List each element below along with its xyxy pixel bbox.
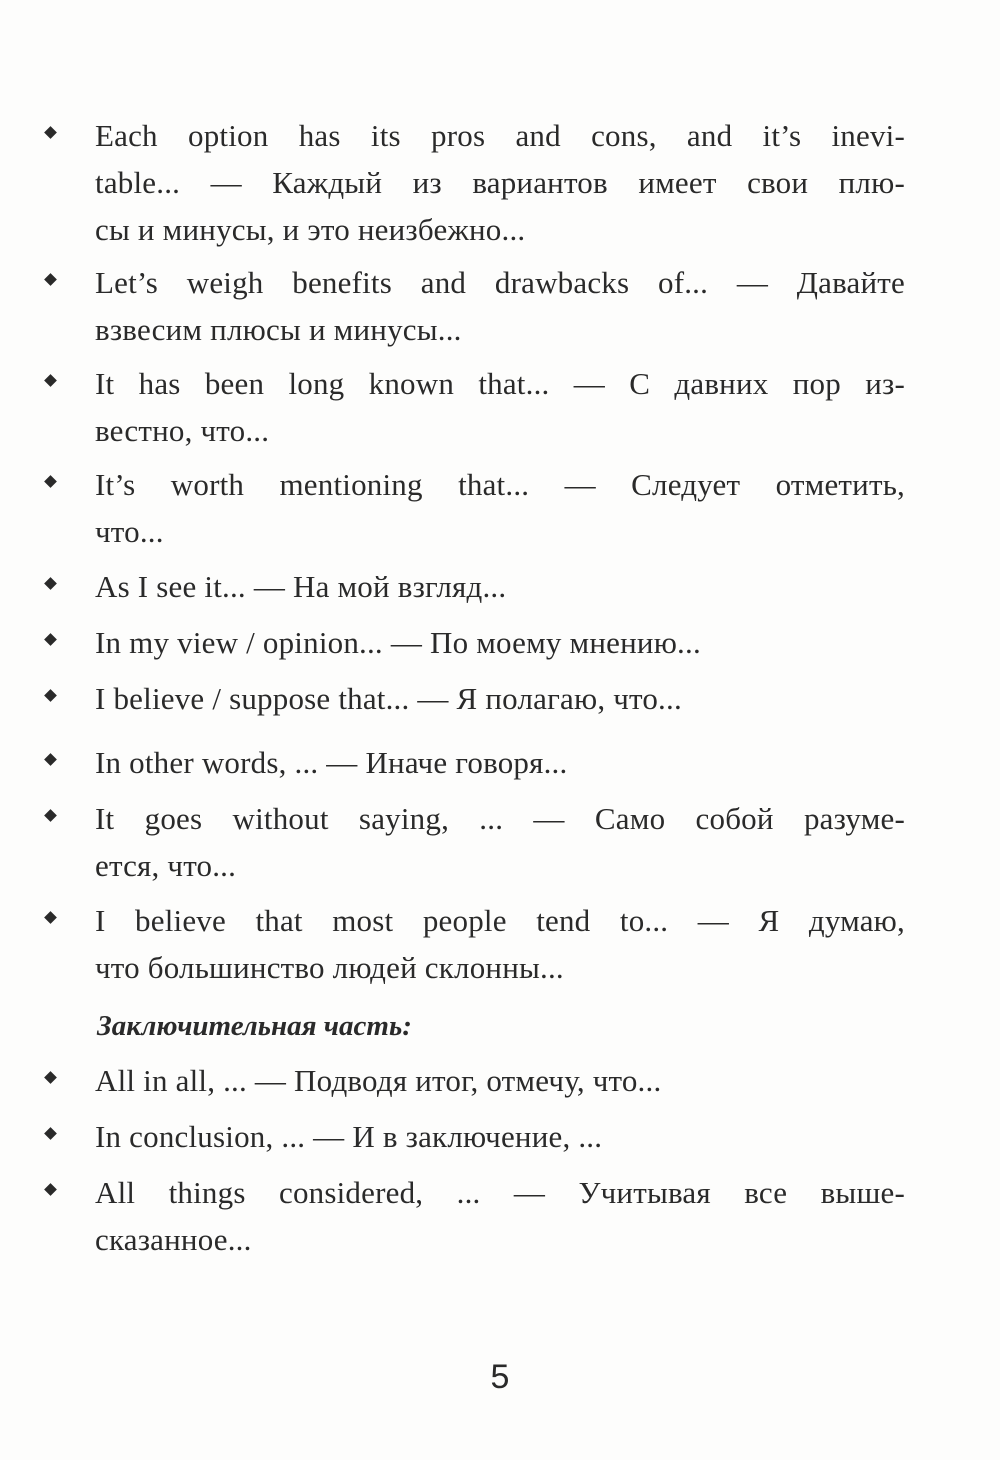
list-item — [95, 112, 905, 253]
diamond-bullet-icon — [44, 1127, 57, 1140]
list-item-line: I believe that most people tend to... — Я думаю, — [95, 903, 905, 938]
list-item — [95, 1113, 905, 1160]
list-item-line: что большинство людей склонны... — [95, 950, 564, 985]
diamond-bullet-icon — [44, 374, 57, 387]
diamond-bullet-icon — [44, 633, 57, 646]
list-item — [95, 675, 905, 722]
list-item-line: Let’s weigh benefits and drawbacks of... — Давайте — [95, 265, 905, 300]
list-item — [95, 1057, 905, 1104]
diamond-bullet-icon — [44, 689, 57, 702]
list-item-line: что... — [95, 514, 164, 549]
diamond-bullet-icon — [44, 753, 57, 766]
list-item-line: сы и минусы, и это неизбежно... — [95, 212, 526, 247]
section-heading: Заключительная часть: — [97, 1010, 412, 1042]
list-item-line: In other words, ... — Иначе говоря... — [95, 745, 568, 780]
list-item-line: ется, что... — [95, 848, 237, 883]
list-item-line: I believe / suppose that... — Я полагаю, что... — [95, 681, 682, 716]
list-item — [95, 795, 905, 889]
diamond-bullet-icon — [44, 273, 57, 286]
list-item — [95, 739, 905, 786]
diamond-bullet-icon — [44, 809, 57, 822]
list-item-line: сказанное... — [95, 1222, 252, 1257]
list-item — [95, 259, 905, 353]
list-item-line: It’s worth mentioning that... — Следует отметить, — [95, 467, 905, 502]
list-item — [95, 461, 905, 555]
list-item — [95, 897, 905, 991]
list-item-line: table... — Каждый из вариантов имеет свои плю- — [95, 165, 905, 200]
list-item — [95, 619, 905, 666]
page-number: 5 — [490, 1358, 510, 1396]
list-item — [95, 563, 905, 610]
diamond-bullet-icon — [44, 911, 57, 924]
list-item-line: взвесим плюсы и минусы... — [95, 312, 462, 347]
list-item — [95, 1169, 905, 1263]
list-item-line: It goes without saying, ... — Само собой разуме- — [95, 801, 905, 836]
diamond-bullet-icon — [44, 475, 57, 488]
diamond-bullet-icon — [44, 126, 57, 139]
list-item-line: It has been long known that... — С давних пор из- — [95, 366, 905, 401]
list-item-line: All in all, ... — Подводя итог, отмечу, что... — [95, 1063, 662, 1098]
list-item — [95, 360, 905, 454]
list-item-line: As I see it... — На мой взгляд... — [95, 569, 507, 604]
list-item-line: All things considered, ... — Учитывая все выше- — [95, 1175, 905, 1210]
list-item-line: In my view / opinion... — По моему мнению... — [95, 625, 701, 660]
diamond-bullet-icon — [44, 577, 57, 590]
diamond-bullet-icon — [44, 1071, 57, 1084]
list-item-line: In conclusion, ... — И в заключение, ... — [95, 1119, 603, 1154]
list-item-line: вестно, что... — [95, 413, 270, 448]
list-item-line: Each option has its pros and cons, and it’s inevi- — [95, 118, 905, 153]
diamond-bullet-icon — [44, 1183, 57, 1196]
